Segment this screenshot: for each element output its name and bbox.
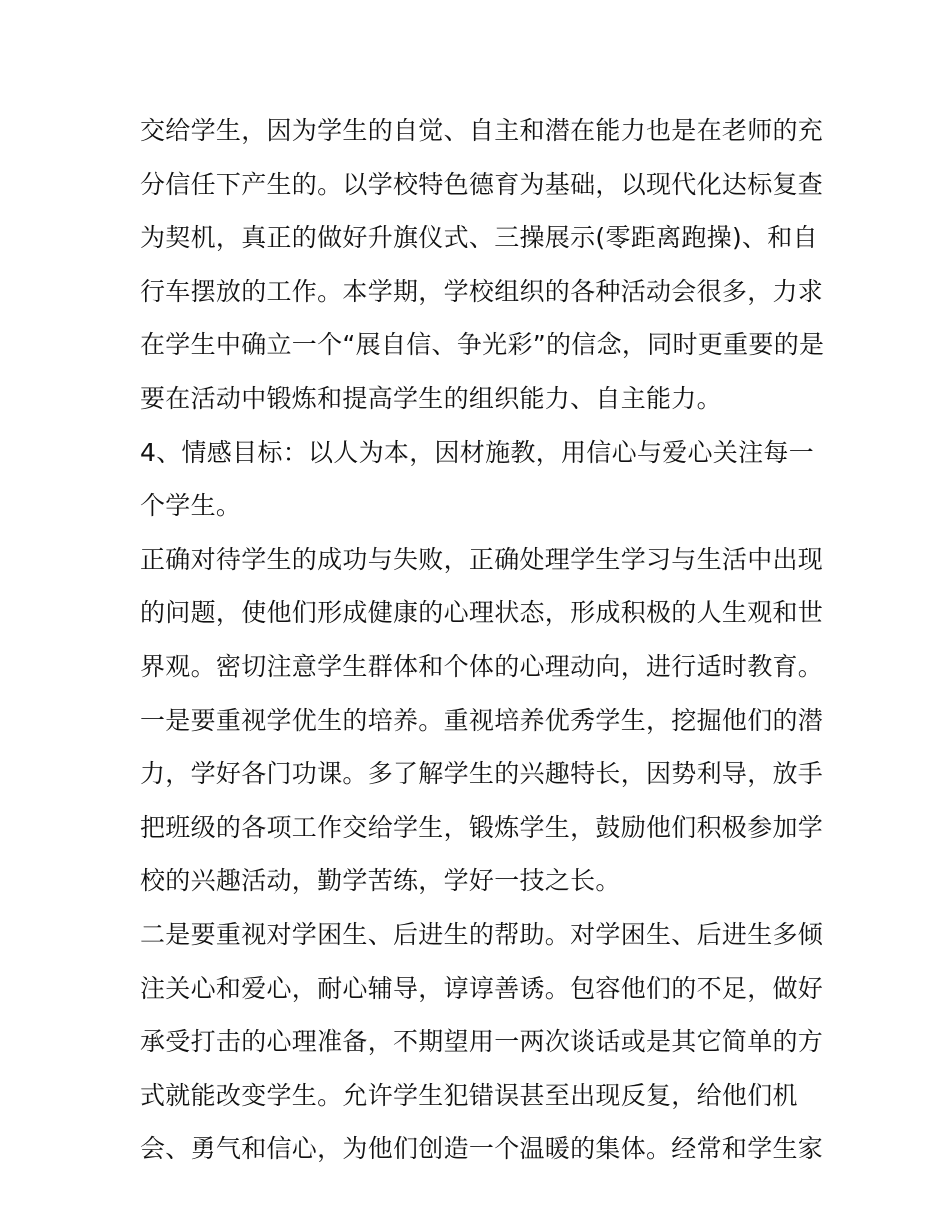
text-line: 把班级的各项工作交给学生，锻炼学生，鼓励他们积极参加学 (140, 812, 824, 842)
text-line: 的问题，使他们形成健康的心理状态，形成积极的人生观和世 (140, 598, 824, 628)
text-line: 力，学好各门功课。多了解学生的兴趣特长，因势利导，放手 (140, 759, 824, 789)
text-line: 校的兴趣活动，勤学苦练，学好一技之长。 (140, 866, 621, 896)
text-line: 界观。密切注意学生群体和个体的心理动向，进行适时教育。 (140, 651, 824, 681)
text-line: 行车摆放的工作。本学期，学校组织的各种活动会很多，力求 (140, 276, 824, 306)
text-line: 在学生中确立一个“展自信、争光彩”的信念，同时更重要的是 (140, 330, 825, 360)
body-text (140, 104, 825, 1176)
text-line: 会、勇气和信心，为他们创造一个温暖的集体。经常和学生家 (140, 1134, 824, 1164)
text-line: 交给学生，因为学生的自觉、自主和潜在能力也是在老师的充 (140, 116, 824, 145)
text-line: 分信任下产生的。以学校特色德育为基础，以现代化达标复查 (140, 169, 824, 199)
text-line: 为契机，真正的做好升旗仪式、三操展示(零距离跑操)、和自 (140, 223, 818, 253)
text-line: 个学生。 (140, 491, 242, 521)
text-line: 一是要重视学优生的培养。重视培养优秀学生，挖掘他们的潜 (140, 705, 824, 735)
text-line: 正确对待学生的成功与失败，正确处理学生学习与生活中出现 (140, 544, 824, 574)
text-line: 要在活动中锻炼和提高学生的组织能力、自主能力。 (140, 383, 722, 413)
text-line: 式就能改变学生。允许学生犯错误甚至出现反复，给他们机 (140, 1080, 798, 1110)
text-line: 承受打击的心理准备，不期望用一两次谈话或是其它简单的方 (140, 1027, 824, 1057)
text-line: 二是要重视对学困生、后进生的帮助。对学困生、后进生多倾 (140, 919, 824, 949)
text-line: 4、情感目标：以人为本，因材施教，用信心与爱心关注每一 (140, 437, 815, 467)
text-line: 注关心和爱心，耐心辅导，谆谆善诱。包容他们的不足，做好 (140, 973, 824, 1003)
